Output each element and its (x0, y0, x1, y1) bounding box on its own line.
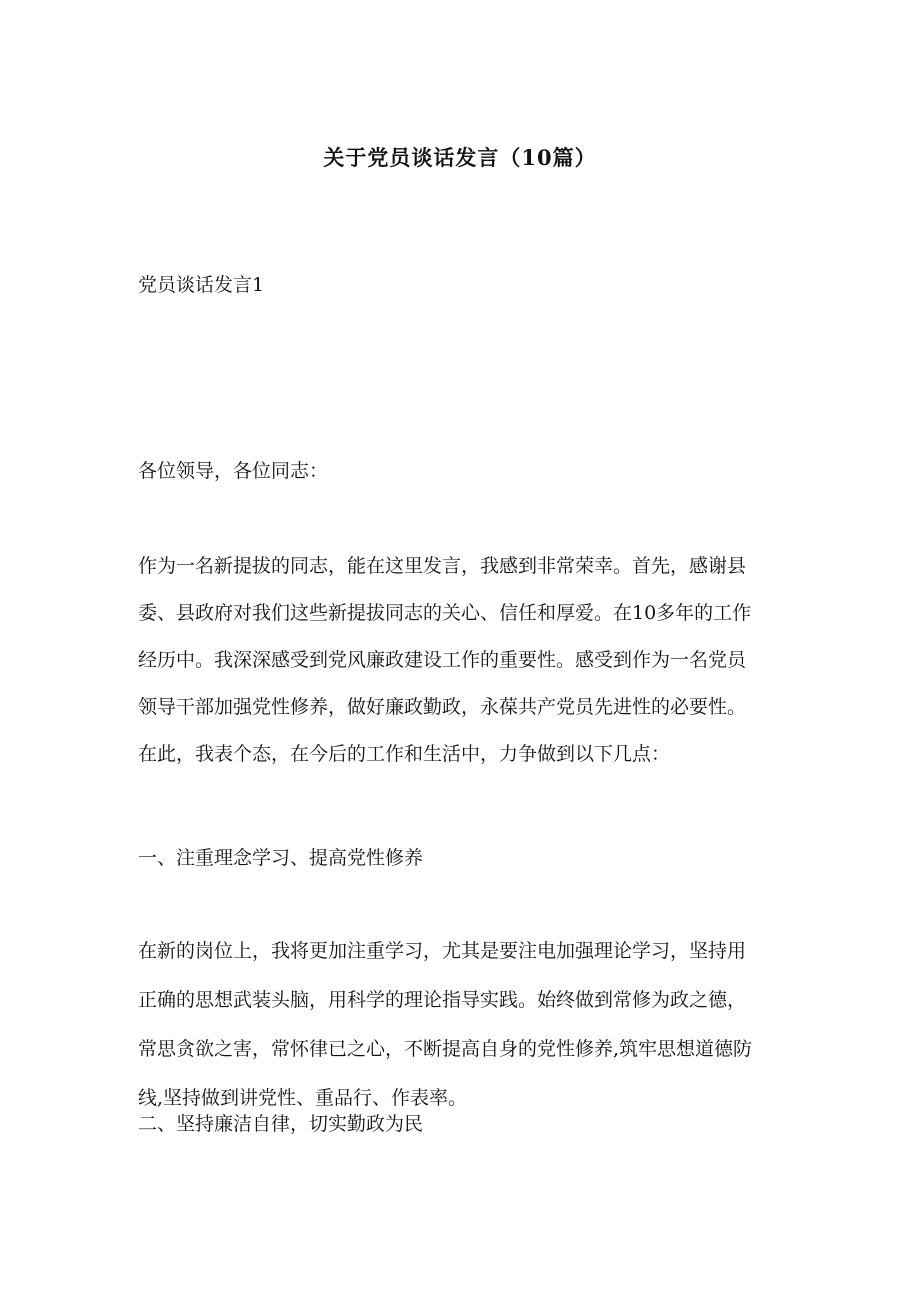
section-subtitle: 党员谈话发言1 (138, 274, 265, 296)
paragraph-line: 委、县政府对我们这些新提拔同志的关心、信任和厚爱。在10多年的工作 (138, 602, 752, 624)
paragraph-line: 经历中。我深深感受到党风廉政建设工作的重要性。感受到作为一名党员 (138, 649, 747, 671)
document-title: 关于党员谈话发言（10篇） (323, 145, 597, 170)
paragraph-line: 作为一名新提拔的同志，能在这里发言，我感到非常荣幸。首先，感谢县 (138, 555, 747, 577)
section-heading-2: 二、坚持廉洁自律，切实勤政为民 (138, 1113, 424, 1135)
paragraph-line: 常思贪欲之害，常怀律已之心，不断提高自身的党性修养,筑牢思想道德防 (138, 1038, 753, 1060)
greeting-text: 各位领导，各位同志： (138, 460, 329, 482)
paragraph-line: 正确的思想武装头脑，用科学的理论指导实践。始终做到常修为政之德， (138, 989, 747, 1011)
paragraph-1 (138, 553, 788, 788)
paragraph-line: 在此，我表个态，在今后的工作和生活中，力争做到以下几点： (138, 743, 671, 765)
paragraph-line: 领导干部加强党性修养，做好廉政勤政，永葆共产党员先进性的必要性。 (138, 696, 747, 718)
paragraph-2 (138, 938, 788, 1111)
paragraph-line: 线,坚持做到讲党性、重品行、作表率。 (138, 1087, 468, 1109)
section-heading-1: 一、注重理念学习、提高党性修养 (138, 847, 424, 869)
paragraph-line: 在新的岗位上，我将更加注重学习，尤其是要注电加强理论学习，坚持用 (138, 940, 747, 962)
